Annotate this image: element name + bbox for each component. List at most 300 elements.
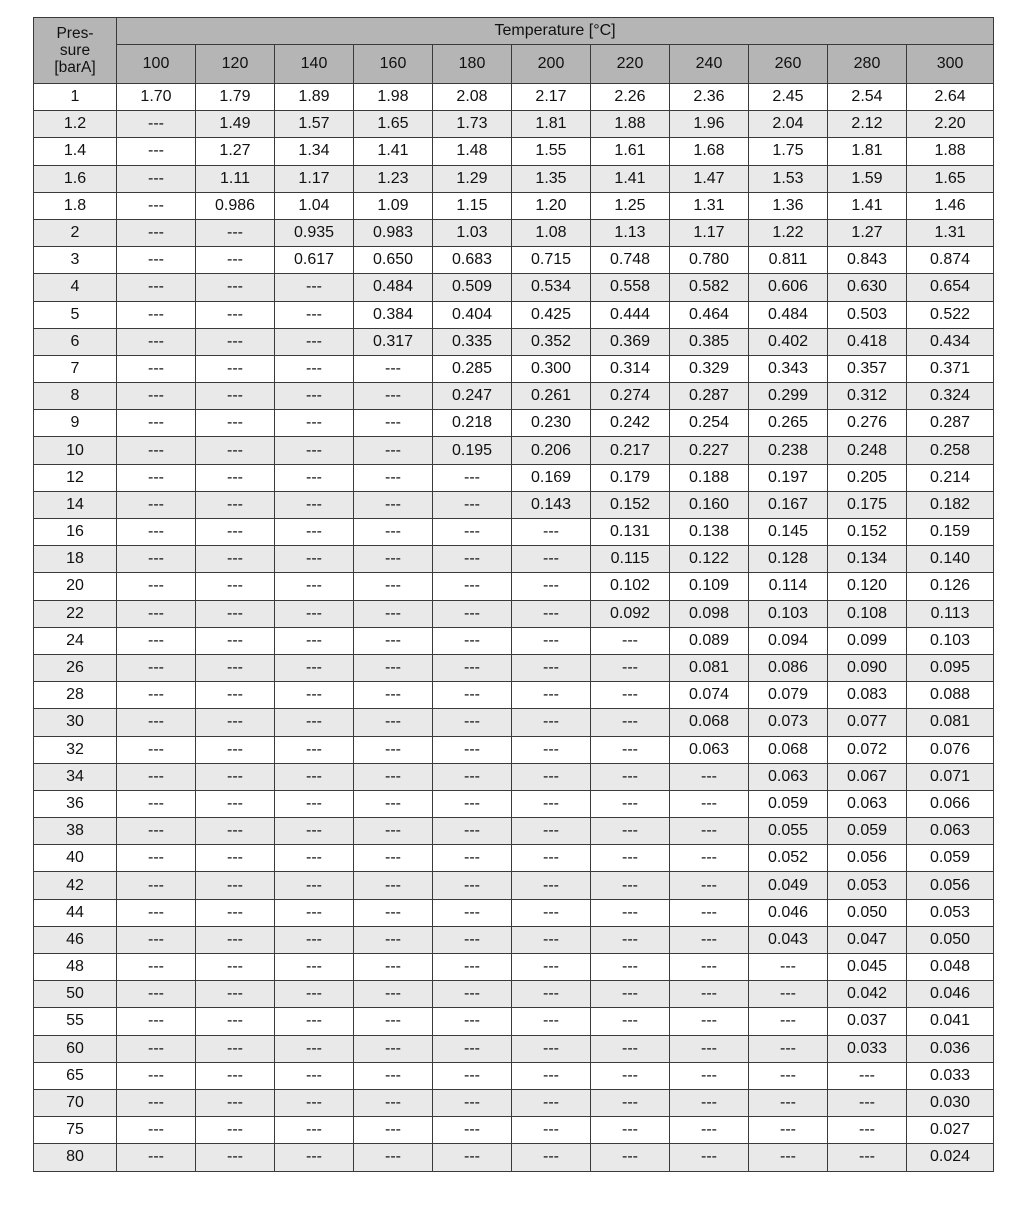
value-cell: --- xyxy=(354,1062,433,1089)
value-cell: --- xyxy=(196,301,275,328)
value-cell: 1.79 xyxy=(196,84,275,111)
value-cell: --- xyxy=(196,1089,275,1116)
value-cell: --- xyxy=(196,355,275,382)
value-cell: 0.063 xyxy=(828,790,907,817)
value-cell: --- xyxy=(591,1144,670,1171)
pressure-header-line: Pres- xyxy=(56,25,94,42)
value-cell: 0.113 xyxy=(907,600,994,627)
value-cell: --- xyxy=(354,355,433,382)
value-cell: 1.09 xyxy=(354,192,433,219)
value-cell: 0.175 xyxy=(828,491,907,518)
value-cell: --- xyxy=(512,872,591,899)
value-cell: 0.089 xyxy=(670,627,749,654)
value-cell: --- xyxy=(433,790,512,817)
value-cell: --- xyxy=(591,926,670,953)
pressure-cell: 34 xyxy=(34,763,117,790)
value-cell: --- xyxy=(591,1008,670,1035)
value-cell: 0.715 xyxy=(512,247,591,274)
value-cell: --- xyxy=(354,763,433,790)
pressure-cell: 36 xyxy=(34,790,117,817)
value-cell: 0.160 xyxy=(670,491,749,518)
value-cell: 0.152 xyxy=(591,491,670,518)
value-cell: 0.092 xyxy=(591,600,670,627)
value-cell: --- xyxy=(512,709,591,736)
value-cell: --- xyxy=(196,654,275,681)
value-cell: 2.45 xyxy=(749,84,828,111)
table-row xyxy=(34,573,994,600)
temperature-header-cell: 180 xyxy=(433,45,512,84)
value-cell: --- xyxy=(196,899,275,926)
pressure-cell: 16 xyxy=(34,519,117,546)
value-cell: --- xyxy=(196,437,275,464)
value-cell: --- xyxy=(275,654,354,681)
pressure-column-header xyxy=(34,18,117,84)
value-cell: --- xyxy=(433,654,512,681)
value-cell: 1.25 xyxy=(591,192,670,219)
value-cell: --- xyxy=(433,1117,512,1144)
value-cell: 0.630 xyxy=(828,274,907,301)
table-row xyxy=(34,546,994,573)
value-cell: 0.780 xyxy=(670,247,749,274)
value-cell: --- xyxy=(591,654,670,681)
temperature-header-cell: 260 xyxy=(749,45,828,84)
value-cell: 0.276 xyxy=(828,410,907,437)
value-cell: --- xyxy=(354,627,433,654)
value-cell: --- xyxy=(670,845,749,872)
value-cell: 0.258 xyxy=(907,437,994,464)
value-cell: --- xyxy=(591,872,670,899)
value-cell: --- xyxy=(117,954,196,981)
value-cell: --- xyxy=(196,219,275,246)
value-cell: 0.088 xyxy=(907,682,994,709)
value-cell: --- xyxy=(117,1062,196,1089)
value-cell: 0.683 xyxy=(433,247,512,274)
value-cell: 0.352 xyxy=(512,328,591,355)
value-cell: --- xyxy=(354,437,433,464)
value-cell: --- xyxy=(275,328,354,355)
temperature-header-cell: 280 xyxy=(828,45,907,84)
value-cell: --- xyxy=(196,627,275,654)
temperature-header-cell: 200 xyxy=(512,45,591,84)
value-cell: --- xyxy=(117,1144,196,1171)
value-cell: 1.81 xyxy=(512,111,591,138)
value-cell: 0.179 xyxy=(591,464,670,491)
value-cell: 0.102 xyxy=(591,573,670,600)
value-cell: --- xyxy=(828,1117,907,1144)
value-cell: 0.324 xyxy=(907,383,994,410)
value-cell: 0.217 xyxy=(591,437,670,464)
value-cell: --- xyxy=(275,790,354,817)
pressure-cell: 28 xyxy=(34,682,117,709)
value-cell: --- xyxy=(275,682,354,709)
value-cell: 0.063 xyxy=(670,736,749,763)
value-cell: 0.169 xyxy=(512,464,591,491)
value-cell: --- xyxy=(670,1035,749,1062)
value-cell: --- xyxy=(275,437,354,464)
value-cell: 1.88 xyxy=(591,111,670,138)
value-cell: 2.12 xyxy=(828,111,907,138)
value-cell: --- xyxy=(117,165,196,192)
value-cell: --- xyxy=(433,763,512,790)
value-cell: --- xyxy=(275,926,354,953)
value-cell: 0.046 xyxy=(749,899,828,926)
value-cell: --- xyxy=(196,818,275,845)
value-cell: --- xyxy=(196,1062,275,1089)
pressure-cell: 80 xyxy=(34,1144,117,1171)
value-cell: --- xyxy=(354,682,433,709)
pressure-cell: 4 xyxy=(34,274,117,301)
table-row xyxy=(34,355,994,382)
value-cell: 0.126 xyxy=(907,573,994,600)
value-cell: 0.464 xyxy=(670,301,749,328)
value-cell: 0.371 xyxy=(907,355,994,382)
table-row xyxy=(34,1062,994,1089)
value-cell: --- xyxy=(433,600,512,627)
value-cell: --- xyxy=(433,627,512,654)
pressure-cell: 44 xyxy=(34,899,117,926)
value-cell: 0.195 xyxy=(433,437,512,464)
value-cell: --- xyxy=(196,790,275,817)
value-cell: 0.076 xyxy=(907,736,994,763)
value-cell: --- xyxy=(433,1035,512,1062)
value-cell: --- xyxy=(433,926,512,953)
table-row xyxy=(34,954,994,981)
value-cell: 1.03 xyxy=(433,219,512,246)
value-cell: --- xyxy=(512,519,591,546)
pressure-cell: 1 xyxy=(34,84,117,111)
value-cell: --- xyxy=(117,600,196,627)
table-row xyxy=(34,872,994,899)
pressure-cell: 10 xyxy=(34,437,117,464)
value-cell: 0.138 xyxy=(670,519,749,546)
value-cell: 2.08 xyxy=(433,84,512,111)
value-cell: --- xyxy=(196,328,275,355)
pressure-cell: 7 xyxy=(34,355,117,382)
value-cell: 0.115 xyxy=(591,546,670,573)
value-cell: 1.22 xyxy=(749,219,828,246)
value-cell: --- xyxy=(670,1144,749,1171)
value-cell: 1.11 xyxy=(196,165,275,192)
value-cell: 0.484 xyxy=(749,301,828,328)
value-cell: --- xyxy=(670,1117,749,1144)
value-cell: 0.043 xyxy=(749,926,828,953)
value-cell: 2.17 xyxy=(512,84,591,111)
value-cell: --- xyxy=(117,192,196,219)
value-cell: 0.299 xyxy=(749,383,828,410)
temperature-header-cell: 220 xyxy=(591,45,670,84)
value-cell: --- xyxy=(117,654,196,681)
value-cell: 0.056 xyxy=(907,872,994,899)
value-cell: --- xyxy=(512,981,591,1008)
table-row xyxy=(34,981,994,1008)
value-cell: 1.27 xyxy=(196,138,275,165)
value-cell: --- xyxy=(275,1035,354,1062)
value-cell: 0.935 xyxy=(275,219,354,246)
value-cell: --- xyxy=(433,736,512,763)
value-cell: 1.04 xyxy=(275,192,354,219)
value-cell: 1.23 xyxy=(354,165,433,192)
value-cell: --- xyxy=(117,1008,196,1035)
value-cell: 1.89 xyxy=(275,84,354,111)
value-cell: --- xyxy=(354,845,433,872)
value-cell: --- xyxy=(117,1089,196,1116)
value-cell: 0.484 xyxy=(354,274,433,301)
table-row xyxy=(34,627,994,654)
data-table-container xyxy=(33,17,987,1172)
table-row xyxy=(34,654,994,681)
value-cell: 1.41 xyxy=(354,138,433,165)
value-cell: --- xyxy=(117,1117,196,1144)
table-row xyxy=(34,410,994,437)
value-cell: 0.114 xyxy=(749,573,828,600)
pressure-cell: 14 xyxy=(34,491,117,518)
value-cell: --- xyxy=(749,1117,828,1144)
table-row xyxy=(34,491,994,518)
value-cell: --- xyxy=(275,274,354,301)
value-cell: 0.027 xyxy=(907,1117,994,1144)
value-cell: --- xyxy=(117,818,196,845)
value-cell: 0.197 xyxy=(749,464,828,491)
value-cell: 0.063 xyxy=(749,763,828,790)
value-cell: 0.081 xyxy=(670,654,749,681)
value-cell: --- xyxy=(512,573,591,600)
value-cell: 0.402 xyxy=(749,328,828,355)
value-cell: --- xyxy=(433,1062,512,1089)
value-cell: 0.056 xyxy=(828,845,907,872)
value-cell: --- xyxy=(354,981,433,1008)
value-cell: --- xyxy=(117,410,196,437)
value-cell: --- xyxy=(512,654,591,681)
value-cell: --- xyxy=(117,1035,196,1062)
value-cell: --- xyxy=(196,872,275,899)
header-row-temperatures xyxy=(34,45,994,84)
table-row xyxy=(34,464,994,491)
value-cell: --- xyxy=(354,573,433,600)
value-cell: 0.811 xyxy=(749,247,828,274)
table-row xyxy=(34,736,994,763)
value-cell: --- xyxy=(670,763,749,790)
value-cell: --- xyxy=(275,1062,354,1089)
value-cell: --- xyxy=(354,546,433,573)
value-cell: 0.081 xyxy=(907,709,994,736)
table-row xyxy=(34,1117,994,1144)
value-cell: --- xyxy=(512,1144,591,1171)
table-row xyxy=(34,328,994,355)
value-cell: --- xyxy=(196,1008,275,1035)
value-cell: --- xyxy=(196,519,275,546)
pressure-header-line: [barA] xyxy=(54,59,96,76)
value-cell: --- xyxy=(275,981,354,1008)
value-cell: --- xyxy=(354,926,433,953)
value-cell: 0.335 xyxy=(433,328,512,355)
value-cell: --- xyxy=(117,247,196,274)
value-cell: 0.131 xyxy=(591,519,670,546)
value-cell: --- xyxy=(275,355,354,382)
table-row xyxy=(34,111,994,138)
table-row xyxy=(34,790,994,817)
value-cell: 0.090 xyxy=(828,654,907,681)
value-cell: --- xyxy=(117,682,196,709)
value-cell: --- xyxy=(512,954,591,981)
value-cell: 1.53 xyxy=(749,165,828,192)
value-cell: 1.46 xyxy=(907,192,994,219)
value-cell: --- xyxy=(433,709,512,736)
value-cell: 0.055 xyxy=(749,818,828,845)
value-cell: 0.385 xyxy=(670,328,749,355)
value-cell: --- xyxy=(591,1089,670,1116)
value-cell: --- xyxy=(117,627,196,654)
pressure-cell: 65 xyxy=(34,1062,117,1089)
value-cell: 0.052 xyxy=(749,845,828,872)
table-row xyxy=(34,1008,994,1035)
value-cell: 1.65 xyxy=(354,111,433,138)
value-cell: --- xyxy=(670,926,749,953)
value-cell: 0.404 xyxy=(433,301,512,328)
table-row xyxy=(34,192,994,219)
value-cell: --- xyxy=(591,954,670,981)
value-cell: 0.606 xyxy=(749,274,828,301)
value-cell: 0.444 xyxy=(591,301,670,328)
value-cell: 0.059 xyxy=(749,790,828,817)
value-cell: 0.073 xyxy=(749,709,828,736)
pressure-cell: 1.6 xyxy=(34,165,117,192)
value-cell: --- xyxy=(433,519,512,546)
temperature-header-cell: 240 xyxy=(670,45,749,84)
value-cell: --- xyxy=(512,546,591,573)
pressure-cell: 75 xyxy=(34,1117,117,1144)
value-cell: --- xyxy=(433,845,512,872)
value-cell: --- xyxy=(117,111,196,138)
value-cell: --- xyxy=(749,1008,828,1035)
pressure-cell: 24 xyxy=(34,627,117,654)
value-cell: --- xyxy=(591,763,670,790)
value-cell: --- xyxy=(433,981,512,1008)
value-cell: 0.384 xyxy=(354,301,433,328)
value-cell: --- xyxy=(354,654,433,681)
value-cell: --- xyxy=(591,818,670,845)
value-cell: 0.582 xyxy=(670,274,749,301)
value-cell: 0.167 xyxy=(749,491,828,518)
pressure-cell: 30 xyxy=(34,709,117,736)
value-cell: --- xyxy=(512,1117,591,1144)
value-cell: 1.41 xyxy=(591,165,670,192)
value-cell: 0.343 xyxy=(749,355,828,382)
value-cell: 0.108 xyxy=(828,600,907,627)
temperature-header-cell: 100 xyxy=(117,45,196,84)
value-cell: --- xyxy=(275,600,354,627)
pressure-cell: 48 xyxy=(34,954,117,981)
value-cell: --- xyxy=(354,491,433,518)
value-cell: 0.152 xyxy=(828,519,907,546)
value-cell: 0.534 xyxy=(512,274,591,301)
value-cell: --- xyxy=(670,818,749,845)
value-cell: 0.050 xyxy=(907,926,994,953)
value-cell: 0.045 xyxy=(828,954,907,981)
table-row xyxy=(34,818,994,845)
value-cell: --- xyxy=(433,1144,512,1171)
value-cell: --- xyxy=(275,410,354,437)
value-cell: 0.086 xyxy=(749,654,828,681)
value-cell: --- xyxy=(117,899,196,926)
value-cell: 0.046 xyxy=(907,981,994,1008)
pressure-cell: 18 xyxy=(34,546,117,573)
value-cell: --- xyxy=(591,627,670,654)
value-cell: --- xyxy=(670,899,749,926)
value-cell: 0.145 xyxy=(749,519,828,546)
value-cell: 2.36 xyxy=(670,84,749,111)
table-row xyxy=(34,383,994,410)
value-cell: 0.230 xyxy=(512,410,591,437)
value-cell: 0.068 xyxy=(670,709,749,736)
value-cell: --- xyxy=(512,845,591,872)
value-cell: --- xyxy=(512,736,591,763)
value-cell: --- xyxy=(196,274,275,301)
table-row xyxy=(34,899,994,926)
value-cell: 0.254 xyxy=(670,410,749,437)
value-cell: --- xyxy=(512,1008,591,1035)
value-cell: --- xyxy=(275,301,354,328)
value-cell: --- xyxy=(749,1089,828,1116)
value-cell: 0.317 xyxy=(354,328,433,355)
value-cell: 1.96 xyxy=(670,111,749,138)
value-cell: --- xyxy=(354,1144,433,1171)
value-cell: 0.042 xyxy=(828,981,907,1008)
value-cell: --- xyxy=(433,899,512,926)
value-cell: 0.072 xyxy=(828,736,907,763)
value-cell: --- xyxy=(117,464,196,491)
value-cell: 0.650 xyxy=(354,247,433,274)
pressure-cell: 1.8 xyxy=(34,192,117,219)
value-cell: 1.70 xyxy=(117,84,196,111)
value-cell: --- xyxy=(354,1035,433,1062)
value-cell: --- xyxy=(117,328,196,355)
value-cell: --- xyxy=(275,519,354,546)
value-cell: --- xyxy=(117,790,196,817)
value-cell: --- xyxy=(117,138,196,165)
value-cell: --- xyxy=(591,709,670,736)
pressure-cell: 55 xyxy=(34,1008,117,1035)
value-cell: 0.140 xyxy=(907,546,994,573)
value-cell: --- xyxy=(433,682,512,709)
value-cell: --- xyxy=(117,546,196,573)
value-cell: 0.068 xyxy=(749,736,828,763)
value-cell: --- xyxy=(354,383,433,410)
value-cell: 0.083 xyxy=(828,682,907,709)
value-cell: --- xyxy=(196,926,275,953)
pressure-cell: 42 xyxy=(34,872,117,899)
value-cell: 1.17 xyxy=(275,165,354,192)
table-row xyxy=(34,84,994,111)
value-cell: --- xyxy=(196,600,275,627)
value-cell: 0.120 xyxy=(828,573,907,600)
value-cell: --- xyxy=(591,736,670,763)
pressure-cell: 6 xyxy=(34,328,117,355)
value-cell: 0.247 xyxy=(433,383,512,410)
value-cell: 0.036 xyxy=(907,1035,994,1062)
pressure-cell: 20 xyxy=(34,573,117,600)
table-row xyxy=(34,165,994,192)
value-cell: 0.094 xyxy=(749,627,828,654)
value-cell: --- xyxy=(591,682,670,709)
value-cell: --- xyxy=(196,383,275,410)
value-cell: --- xyxy=(749,1062,828,1089)
value-cell: --- xyxy=(275,1089,354,1116)
value-cell: 1.15 xyxy=(433,192,512,219)
value-cell: --- xyxy=(196,1117,275,1144)
value-cell: --- xyxy=(354,790,433,817)
pressure-cell: 26 xyxy=(34,654,117,681)
value-cell: 0.059 xyxy=(828,818,907,845)
